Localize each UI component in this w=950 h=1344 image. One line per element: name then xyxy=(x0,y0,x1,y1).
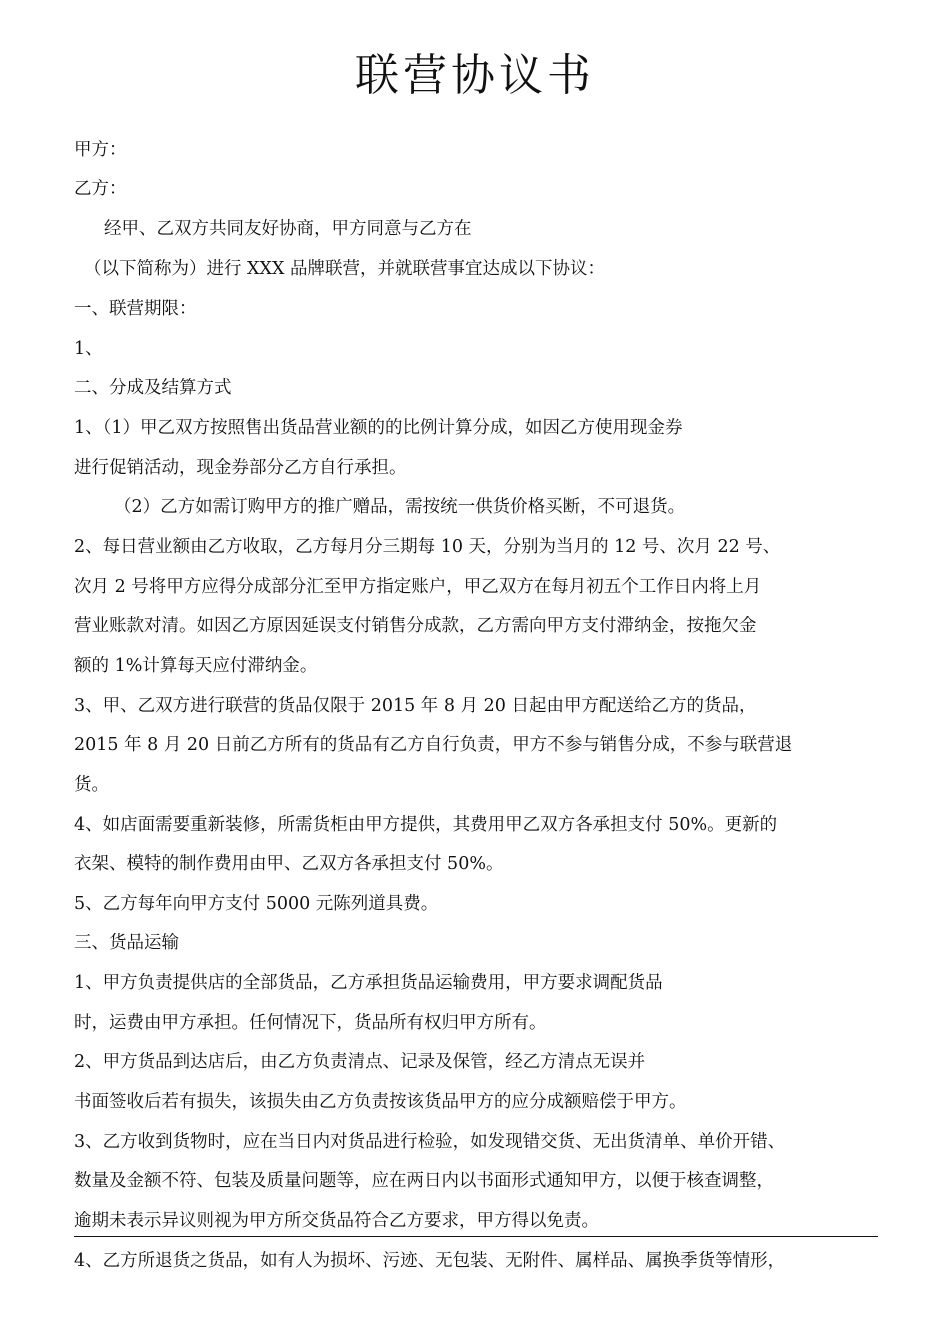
intro-line: 经甲、乙双方共同友好协商，甲方同意与乙方在 xyxy=(104,219,472,239)
section-heading: 二、分成及结算方式 xyxy=(74,378,232,398)
clause-line: 时，运费由甲方承担。任何情况下，货品所有权归甲方所有。 xyxy=(74,1013,547,1033)
clause-line: 营业账款对清。如因乙方原因延误支付销售分成款，乙方需向甲方支付滞纳金，按拖欠金 xyxy=(74,616,757,636)
clause-line: 货。 xyxy=(74,775,109,795)
clause-line: 1、 xyxy=(74,339,103,359)
clause-line: 4、如店面需要重新装修，所需货柜由甲方提供，其费用甲乙双方各承担支付 50%。更新的 xyxy=(74,815,778,835)
clause-line: （2）乙方如需订购甲方的推广赠品，需按统一供货价格买断，不可退货。 xyxy=(114,497,686,517)
clause-line: 5、乙方每年向甲方支付 5000 元陈列道具费。 xyxy=(74,894,439,914)
clause-line: 4、乙方所退货之货品，如有人为损坏、污迹、无包装、无附件、属样品、属换季货等情形， xyxy=(74,1251,786,1271)
clause-line: 2、甲方货品到达店后，由乙方负责清点、记录及保管，经乙方清点无误并 xyxy=(74,1052,646,1072)
party-b-line: 乙方： xyxy=(74,179,127,199)
clause-line: 额的 1%计算每天应付滞纳金。 xyxy=(74,656,318,676)
section-heading: 三、货品运输 xyxy=(74,933,179,953)
clause-line: 数量及金额不符、包装及质量问题等，应在两日内以书面形式通知甲方，以便于核查调整， xyxy=(74,1171,774,1191)
section-heading: 一、联营期限： xyxy=(74,299,197,319)
clause-line: 2、每日营业额由乙方收取，乙方每月分三期每 10 天，分别为当月的 12 号、次月 22 号、 xyxy=(74,537,781,557)
horizontal-rule xyxy=(74,1236,878,1237)
clause-line: 3、乙方收到货物时，应在当日内对货品进行检验，如发现错交货、无出货清单、单价开错、 xyxy=(74,1132,786,1152)
clause-line: 1、（1）甲乙双方按照售出货品营业额的的比例计算分成，如因乙方使用现金券 xyxy=(74,418,683,438)
intro-line: （以下简称为）进行 XXX 品牌联营，并就联营事宜达成以下协议： xyxy=(84,259,605,279)
clause-line: 逾期未表示异议则视为甲方所交货品符合乙方要求，甲方得以免责。 xyxy=(74,1211,599,1231)
document-title: 联营协议书 xyxy=(355,50,595,101)
clause-line: 进行促销活动，现金券部分乙方自行承担。 xyxy=(74,458,407,478)
party-a-line: 甲方： xyxy=(74,140,127,160)
clause-line: 3、甲、乙双方进行联营的货品仅限于 2015 年 8 月 20 日起由甲方配送给乙方的货品， xyxy=(74,696,757,716)
clause-line: 2015 年 8 月 20 日前乙方所有的货品有乙方自行负责，甲方不参与销售分成，不参与联营退 xyxy=(74,735,793,755)
clause-line: 次月 2 号将甲方应得分成部分汇至甲方指定账户，甲乙双方在每月初五个工作日内将上月 xyxy=(74,577,762,597)
clause-line: 书面签收后若有损失，该损失由乙方负责按该货品甲方的应分成额赔偿于甲方。 xyxy=(74,1092,687,1112)
clause-line: 1、甲方负责提供店的全部货品，乙方承担货品运输费用，甲方要求调配货品 xyxy=(74,973,663,993)
clause-line: 衣架、模特的制作费用由甲、乙双方各承担支付 50%。 xyxy=(74,854,504,874)
